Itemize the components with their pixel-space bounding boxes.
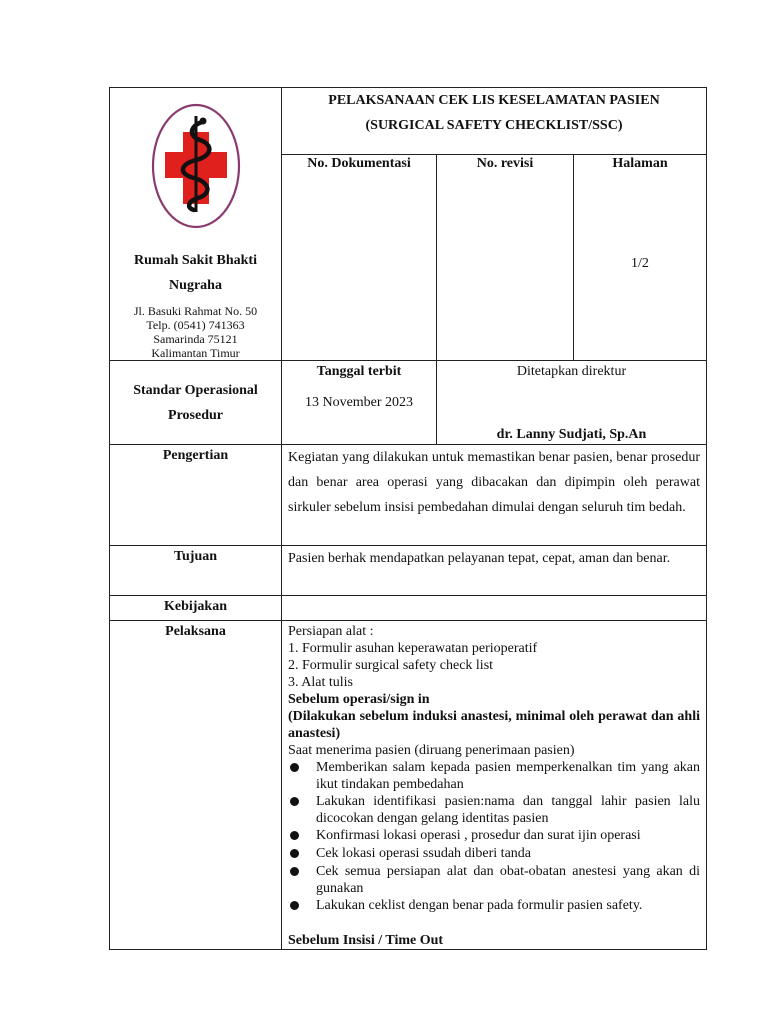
address-line: Kalimantan Timur xyxy=(151,346,240,360)
tanggal-terbit-cell xyxy=(282,361,437,445)
pengertian-content-cell xyxy=(282,445,707,546)
document-title xyxy=(282,88,707,155)
list-item: 2. Formulir surgical safety check list xyxy=(288,658,494,673)
halaman-cell xyxy=(574,155,707,361)
bullet-item: Cek semua persiapan alat dan obat-obatan anestesi yang akan di gunakan xyxy=(288,863,700,897)
bullet-item: Konfirmasi lokasi operasi , prosedur dan surat ijin operasi xyxy=(288,827,700,845)
pelaksana-content xyxy=(282,621,706,949)
hospital-logo xyxy=(150,102,242,230)
no-revisi-cell xyxy=(437,155,574,361)
direktur-name: dr. Lanny Sudjati, Sp.An xyxy=(496,427,647,442)
hospital-name-line1: Rumah Sakit Bhakti xyxy=(134,253,257,268)
pengertian-text: Kegiatan yang dilakukan untuk memastikan benar pasien, benar prosedur dan benar area operasi yang dibacakan dan dipimpin oleh perawat sirkuler sebelum insisi pembedahan dimulai dengan seluruh tim bedah. xyxy=(288,450,700,515)
ditetapkan-label: Ditetapkan direktur xyxy=(516,364,627,379)
pelaksana-label-cell xyxy=(110,621,282,950)
bullet-item: Memberikan salam kepada pasien memperkenalkan tim yang akan ikut tindakan pembedahan xyxy=(288,759,700,793)
hospital-name-line2: Nugraha xyxy=(169,278,222,293)
pengertian-label-cell xyxy=(110,445,282,546)
address-line: Jl. Basuki Rahmat No. 50 xyxy=(133,304,258,318)
bullet-icon xyxy=(290,849,299,858)
sop-label-line2: Prosedur xyxy=(168,407,223,423)
hospital-header-cell xyxy=(110,88,282,361)
title-line1: PELAKSANAAN CEK LIS KESELAMATAN PASIEN xyxy=(328,93,660,108)
tujuan-text: Pasien berhak mendapatkan pelayanan tepat, cepat, aman dan benar. xyxy=(288,551,671,566)
no-dokumentasi-cell xyxy=(282,155,437,361)
saat-menerima: Saat menerima pasien (diruang penerimaan pasien) xyxy=(288,743,575,758)
tujuan-label: Tujuan xyxy=(173,549,218,564)
bullet-icon xyxy=(290,901,299,910)
kebijakan-label: Kebijakan xyxy=(163,599,227,614)
pelaksana-content-cell xyxy=(282,621,707,950)
halaman-label: Halaman xyxy=(612,156,668,172)
bullet-item: Lakukan ceklist dengan benar pada formulir pasien safety. xyxy=(288,897,700,915)
list-item: 1. Formulir asuhan keperawatan perioperatif xyxy=(288,641,538,656)
hospital-address xyxy=(110,304,281,360)
tujuan-label-cell xyxy=(110,546,282,596)
signin-heading: Sebelum operasi/sign in xyxy=(288,692,430,707)
tanggal-terbit-label: Tanggal terbit xyxy=(316,364,402,379)
signin-note: (Dilakukan sebelum induksi anastesi, minimal oleh perawat dan ahli anastesi) xyxy=(288,709,700,741)
red-cross-serpent-icon xyxy=(150,102,242,230)
title-line2: (SURGICAL SAFETY CHECKLIST/SSC) xyxy=(365,118,623,133)
bullet-icon xyxy=(290,831,299,840)
kebijakan-label-cell xyxy=(110,596,282,621)
no-revisi-label: No. revisi xyxy=(476,156,534,172)
address-line: Telp. (0541) 741363 xyxy=(146,318,245,332)
pelaksana-label: Pelaksana xyxy=(165,624,226,639)
sop-label-cell xyxy=(110,361,282,445)
pengertian-label: Pengertian xyxy=(162,448,229,463)
kebijakan-content-cell xyxy=(282,596,707,621)
list-item: 3. Alat tulis xyxy=(288,675,353,690)
address-line: Samarinda 75121 xyxy=(153,332,238,346)
bullet-icon xyxy=(290,797,299,806)
sop-document-table xyxy=(109,87,707,950)
halaman-value: 1/2 xyxy=(631,256,649,272)
bullet-item: Cek lokasi operasi ssudah diberi tanda xyxy=(288,845,700,863)
bullet-item: Lakukan identifikasi pasien:nama dan tanggal lahir pasien lalu dicocokan dengan gelang identitas pasien xyxy=(288,793,700,827)
timeout-heading: Sebelum Insisi / Time Out xyxy=(288,933,444,948)
persiapan-alat: Persiapan alat : xyxy=(288,624,374,639)
tujuan-content-cell xyxy=(282,546,707,596)
sop-label-line1: Standar Operasional xyxy=(133,382,258,398)
tanggal-terbit-value: 13 November 2023 xyxy=(304,395,414,410)
hospital-name xyxy=(110,248,281,298)
bullet-icon xyxy=(290,763,299,772)
ditetapkan-cell xyxy=(437,361,707,445)
no-dokumentasi-label: No. Dokumentasi xyxy=(307,156,411,172)
bullet-icon xyxy=(290,867,299,876)
